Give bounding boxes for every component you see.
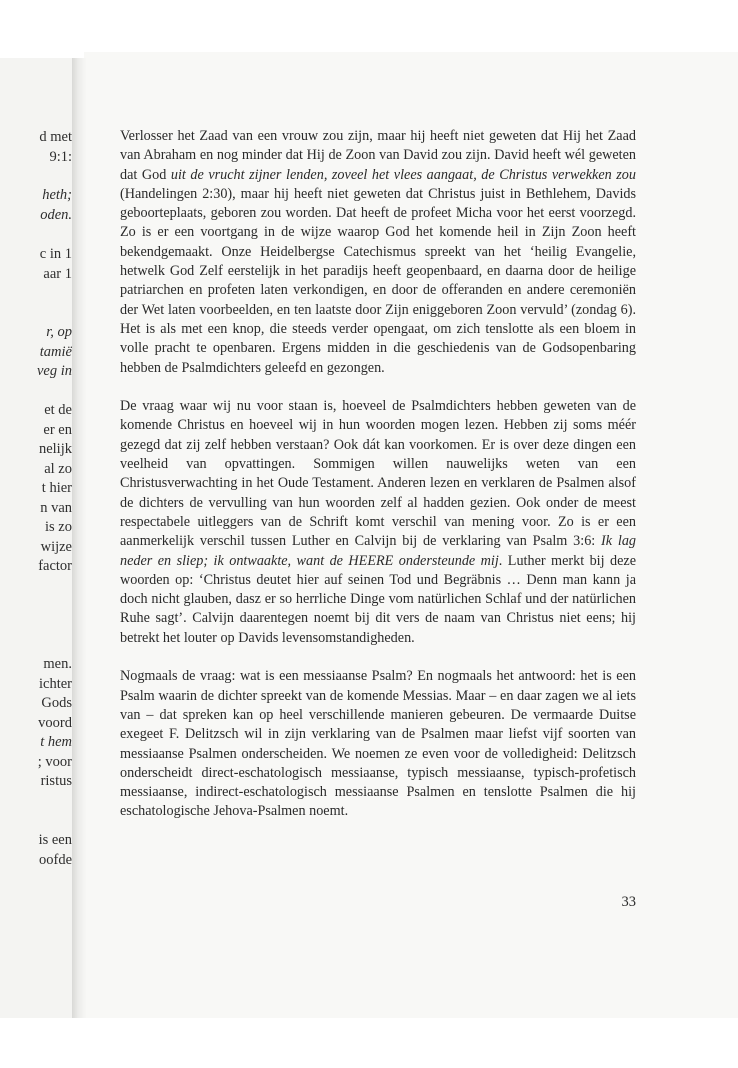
left-fragment-line: n van	[40, 499, 72, 516]
left-fragment-block-6	[0, 655, 72, 792]
left-fragment-line: et de	[44, 402, 72, 418]
left-fragment-line: r, op	[46, 324, 72, 340]
left-fragment-line: nelijk	[38, 441, 72, 457]
left-fragment-line: c in 1	[39, 246, 72, 262]
left-fragment-line: heth;	[42, 187, 72, 203]
main-text	[120, 127, 636, 841]
left-fragment-line: voord	[38, 714, 72, 731]
left-fragment-line: veg in	[36, 363, 72, 379]
paragraph-3-text: Nogmaals de vraag: wat is een messiaanse Psalm? En nogmaals het antwoord: het is een Psalm waarin de dichter spreekt van de komende Messias. Maar – en daar zagen we al iets van – dat spreken kan op heel verschillende manieren gebeuren. De vermaarde Duitse exegeet F. Delitzsch wil in zijn verklaring van de Psalmen maar liefst vijf soorten van messiaanse Psalmen onderscheiden. We noemen ze even voor de volledigheid: Delitzsch onderscheidt direct-eschatologisch messiaanse, typisch messiaanse, typisch-profetisch messiaanse, indirect-eschatologisch messiaanse Psalmen en tenslotte Psalmen die hij eschatologische Jehova-Psalmen noemt.	[120, 668, 636, 820]
book-gutter	[72, 58, 86, 1018]
left-fragment-block-2	[0, 186, 72, 225]
paragraph-2-text-b: . Luther merkt bij deze woorden op: ‘Christus deutet hier auf seinen Tod und Begräbnis … Denn man kann ja doch nicht glauben, dasz er so herrliche Dinge vom natürlichen Schlaf und der natürlichen Ruhe sagt’. Calvijn daarentegen noemt bij dit vers de naam van Christus niet eens; hij betrekt het louter op Davids levensomstandigheden.	[120, 552, 636, 646]
left-fragment-block-4	[0, 323, 72, 382]
paragraph-1-text-b: (Handelingen 2:30), maar hij heeft niet geweten dat Christus juist in Bethlehem, Davids geboorteplaats, geboren zou worden. Dat heeft de profeet Micha voor het eerst voorzegd. Zo is er een voortgang in de wijze waarop God het komende heil in Zijn Zoon heeft bekendgemaakt. Onze Heidelbergse Catechismus spreekt van het ‘heilig Evangelie, hetwelk God Zelf eerstelijk in het paradijs heeft geopenbaard, en daarna door de heilige patriarchen en profeten laten verkondigen, en door de offeranden en andere ceremoniën der Wet laten voorbeelden, en ten laatste door Zijn eniggeboren Zoon vervuld’ (zondag 6). Het is als met een knop, die steeds verder opengaat, om zich tenslotte als een bloem in volle pracht te openbaren. Ergens midden in die geschiedenis van de Godsopenbaring hebben de Psalmdichters geleefd en gezongen.	[120, 185, 636, 376]
left-fragment-line: d met	[39, 129, 72, 145]
left-fragment-line: er en	[43, 421, 72, 438]
left-fragment-line: t hier	[41, 480, 72, 496]
paragraph-3	[120, 667, 636, 821]
paragraph-1-text-a: Verlosser het Zaad van een vrouw zou zijn, maar hij heeft niet geweten dat Hij het Zaad van Abraham en nog minder dat Hij de Zoon van David zou zijn. David heeft wél geweten dat God	[120, 128, 636, 183]
left-fragment-line: is zo	[45, 519, 72, 535]
left-fragment-line: wijze	[40, 538, 72, 555]
left-fragment-line: men.	[43, 656, 72, 672]
paragraph-1-quote: uit de vrucht zijner lenden, zoveel het vlees aangaat, de Christus verwekken zou	[170, 166, 636, 183]
left-fragment-line: ; voor	[37, 753, 72, 770]
left-fragment-line: ristus	[40, 773, 72, 789]
left-fragment-line: t hem	[40, 734, 72, 750]
left-fragment-line: oofde	[38, 851, 72, 868]
left-fragment-line: is een	[38, 832, 72, 848]
left-fragment-line: factor	[38, 558, 72, 574]
paragraph-2-text-a: De vraag waar wij nu voor staan is, hoeveel de Psalmdichters hebben geweten van de komende Christus en hoeveel wij in hun woorden mogen lezen. Hebben zij soms méér gezegd dat zij zelf hebben verstaan? Ook dát kan voorkomen. Er is over deze dingen een veelheid van opvattingen. Sommigen willen nauwelijks weten van een Christusverwachting in het Oude Testament. Anderen lezen en verklaren de Psalmen alsof de dichters de vervulling van hun woorden zelf al hadden gezien. Ook onder de meest respectabele uitleggers van de Schrift komt verschil van mening voor. Zo is er een aanmerkelijk verschil tussen Luther en Calvijn bij de verklaring van Psalm 3:6:	[120, 398, 636, 550]
left-fragment-line: ichter	[38, 675, 72, 692]
left-fragment-block-5	[0, 401, 72, 577]
left-fragment-block-3	[0, 245, 72, 284]
paragraph-2	[120, 397, 636, 648]
left-fragment-line: tamië	[39, 343, 72, 360]
left-fragment-block-1	[0, 128, 72, 167]
left-fragment-block-7	[0, 831, 72, 870]
left-fragment-line: Gods	[41, 695, 72, 711]
left-fragment-line: aar 1	[43, 265, 72, 282]
left-fragment-line: al zo	[44, 460, 72, 477]
page-number: 33	[621, 894, 636, 910]
paragraph-1	[120, 127, 636, 378]
left-fragment-line: 9:1:	[49, 148, 72, 165]
left-fragment-line: oden.	[40, 206, 72, 223]
paragraph-2-quote: Ik lag neder en sliep; ik ontwaakte, want de HEERE ondersteunde mij	[120, 533, 637, 569]
